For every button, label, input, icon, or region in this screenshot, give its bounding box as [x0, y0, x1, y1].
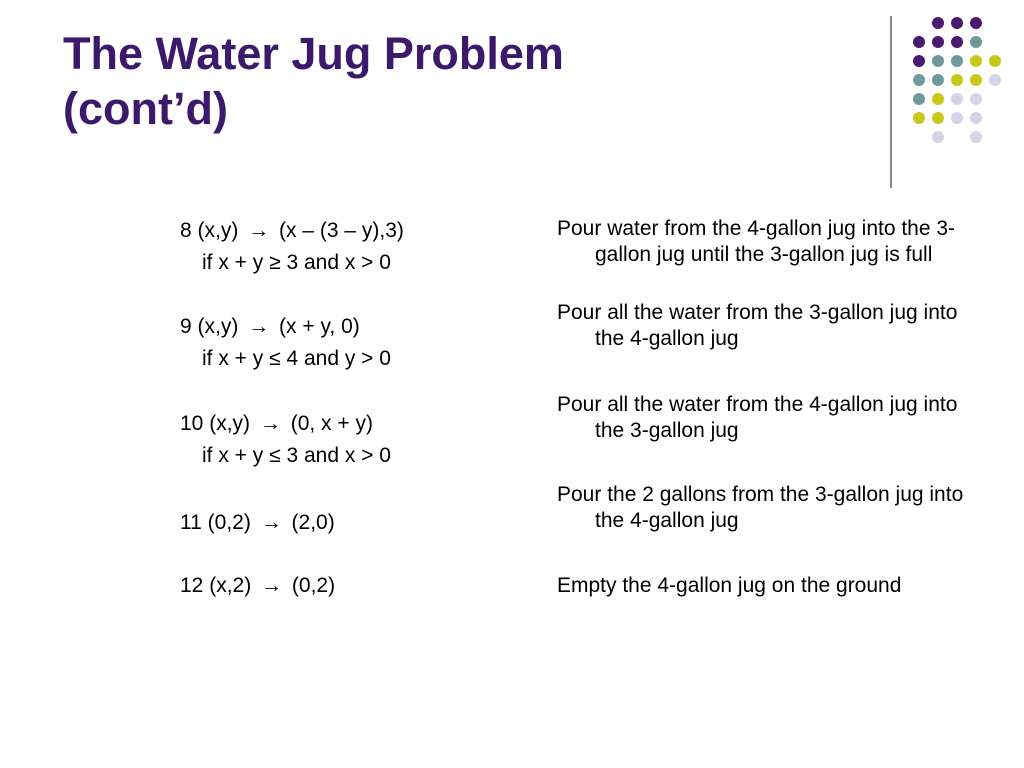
decorative-dot	[951, 17, 963, 29]
right-arrow-icon: →	[261, 574, 283, 597]
decorative-dot	[932, 17, 944, 29]
decorative-dot	[951, 74, 963, 86]
rule-8	[180, 215, 404, 279]
decorative-dot	[970, 74, 982, 86]
decorative-dot-grid	[0, 0, 1024, 200]
decorative-dot	[913, 74, 925, 86]
decorative-dot	[932, 131, 944, 143]
decorative-dot	[932, 74, 944, 86]
decorative-dot	[989, 55, 1001, 67]
rule-number: 10	[180, 412, 204, 435]
decorative-dot	[932, 93, 944, 105]
description-text: Pour water from the 4-gallon jug into the 3-gallon jug until the 3-gallon jug is full	[557, 217, 956, 266]
rule-condition: if x + y ≤ 3 and x > 0	[202, 444, 391, 467]
rule-condition: if x + y ≥ 3 and x > 0	[202, 251, 391, 274]
rule-rhs: (0, x + y)	[290, 412, 373, 435]
rule-lhs: (0,2)	[207, 511, 251, 534]
decorative-dot	[913, 36, 925, 48]
rule-lhs: (x,y)	[209, 412, 251, 435]
right-arrow-icon: →	[260, 511, 282, 534]
rule-10-description	[557, 392, 977, 444]
description-text: Pour all the water from the 3-gallon jug into the 4-gallon jug	[557, 301, 958, 350]
decorative-dot	[913, 93, 925, 105]
decorative-dot	[970, 112, 982, 124]
rule-lhs: (x,y)	[197, 315, 239, 338]
right-arrow-icon: →	[259, 412, 281, 435]
decorative-dot	[951, 36, 963, 48]
rule-rhs: (x + y, 0)	[279, 315, 360, 338]
rule-lhs: (x,2)	[209, 574, 252, 597]
rule-rhs: (0,2)	[291, 574, 336, 597]
decorative-dot	[932, 112, 944, 124]
decorative-dot	[970, 55, 982, 67]
rule-9-description	[557, 300, 977, 352]
rule-number: 8	[180, 219, 192, 242]
slide-title-line1: The Water Jug Problem	[63, 28, 564, 79]
rule-lhs: (x,y)	[197, 219, 239, 242]
description-text: Pour the 2 gallons from the 3-gallon jug into the 4-gallon jug	[557, 483, 964, 532]
decorative-dot	[989, 74, 1001, 86]
rule-rhs: (x – (3 – y),3)	[279, 219, 404, 242]
description-text: Pour all the water from the 4-gallon jug into the 3-gallon jug	[557, 393, 958, 442]
rule-11-description	[557, 482, 977, 534]
description-text: Empty the 4-gallon jug on the ground	[557, 574, 902, 597]
rule-number: 9	[180, 315, 192, 338]
decorative-dot	[970, 93, 982, 105]
rule-8-description	[557, 216, 977, 268]
right-arrow-icon: →	[248, 219, 270, 242]
decorative-dot	[951, 93, 963, 105]
decorative-dot	[932, 55, 944, 67]
decorative-dot	[970, 131, 982, 143]
decorative-dot	[932, 36, 944, 48]
decorative-dot	[970, 17, 982, 29]
rule-9	[180, 311, 391, 375]
rule-number: 12	[180, 574, 204, 597]
decorative-dot	[913, 112, 925, 124]
rule-condition: if x + y ≤ 4 and y > 0	[202, 347, 391, 370]
slide-title-line2: (cont’d)	[63, 83, 228, 134]
rule-12	[180, 570, 335, 602]
decorative-dot	[913, 55, 925, 67]
rule-number: 11	[180, 511, 202, 534]
rule-10	[180, 408, 391, 472]
rule-rhs: (2,0)	[291, 511, 335, 534]
rule-12-description	[557, 573, 977, 599]
decorative-dot	[970, 36, 982, 48]
right-arrow-icon: →	[248, 315, 270, 338]
decorative-dot	[951, 55, 963, 67]
rule-11	[180, 507, 335, 539]
decorative-dot	[951, 112, 963, 124]
